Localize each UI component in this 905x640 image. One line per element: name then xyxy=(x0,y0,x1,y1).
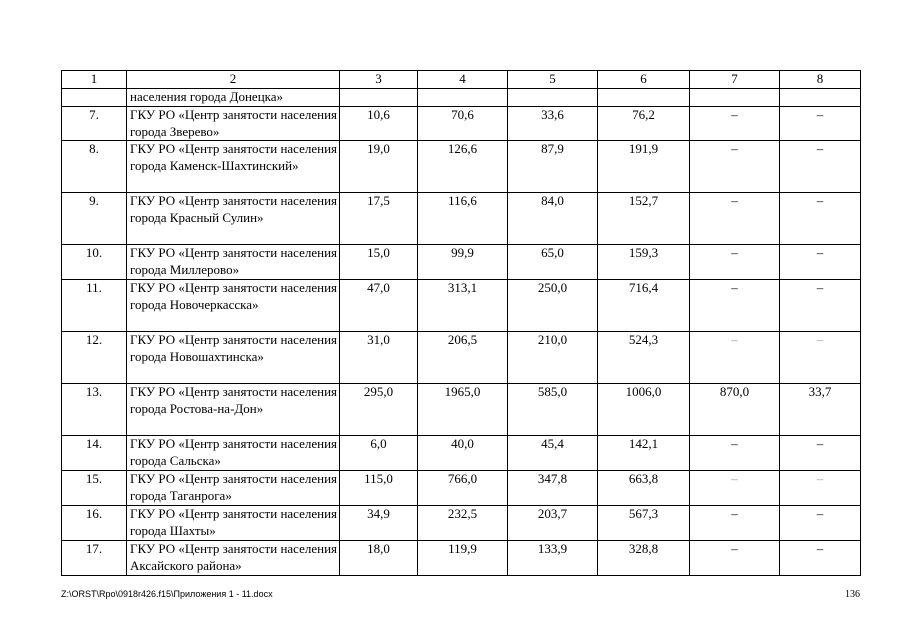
column-header: 7 xyxy=(690,71,780,89)
value-col8: – xyxy=(780,245,861,280)
value-col4: 40,0 xyxy=(418,436,508,471)
row-number: 14. xyxy=(62,436,127,471)
value-col8: – xyxy=(780,193,861,245)
table-row xyxy=(62,193,861,245)
value-col7: – xyxy=(690,332,780,384)
table-row xyxy=(62,471,861,506)
column-header: 8 xyxy=(780,71,861,89)
row-number: 15. xyxy=(62,471,127,506)
value-col7: – xyxy=(690,141,780,193)
row-number: 13. xyxy=(62,384,127,436)
footer-file-path: Z:\ORST\Rpo\0918r426.f15\Приложения 1 - 11.docx xyxy=(61,589,273,599)
value-col6: 524,3 xyxy=(598,332,690,384)
column-header: 1 xyxy=(62,71,127,89)
row-number: 10. xyxy=(62,245,127,280)
header-row xyxy=(62,71,861,89)
row-number: 8. xyxy=(62,141,127,193)
data-table xyxy=(61,70,861,576)
table-row xyxy=(62,541,861,576)
value-col6: 716,4 xyxy=(598,280,690,332)
value-col7: – xyxy=(690,506,780,541)
value-col4: 206,5 xyxy=(418,332,508,384)
row-number: 7. xyxy=(62,107,127,141)
value-col3: 47,0 xyxy=(340,280,418,332)
column-header: 5 xyxy=(508,71,598,89)
value-col6: 159,3 xyxy=(598,245,690,280)
value-col4: 313,1 xyxy=(418,280,508,332)
continuation-row xyxy=(62,89,861,107)
value-col5: 585,0 xyxy=(508,384,598,436)
value-col3: 10,6 xyxy=(340,107,418,141)
org-name: ГКУ РО «Центр занятости населения Аксайского района» xyxy=(127,541,340,576)
value-col8: – xyxy=(780,436,861,471)
value-col4: 232,5 xyxy=(418,506,508,541)
value-col6: 76,2 xyxy=(598,107,690,141)
value-col7: – xyxy=(690,541,780,576)
value-col7: – xyxy=(690,107,780,141)
value-col5: 203,7 xyxy=(508,506,598,541)
table-row xyxy=(62,506,861,541)
table-row xyxy=(62,332,861,384)
value-col3: 34,9 xyxy=(340,506,418,541)
value-col4: 1965,0 xyxy=(418,384,508,436)
value-col8: – xyxy=(780,280,861,332)
row-number: 9. xyxy=(62,193,127,245)
value-col4: 70,6 xyxy=(418,107,508,141)
org-name: ГКУ РО «Центр занятости населения города Новошахтинска» xyxy=(127,332,340,384)
page-number: 136 xyxy=(845,589,860,600)
value-col7: – xyxy=(690,245,780,280)
org-name: ГКУ РО «Центр занятости населения города Миллерово» xyxy=(127,245,340,280)
org-name: ГКУ РО «Центр занятости населения города Каменск-Шахтинский» xyxy=(127,141,340,193)
value-col5: 65,0 xyxy=(508,245,598,280)
row-number: 17. xyxy=(62,541,127,576)
column-header: 4 xyxy=(418,71,508,89)
value-col3: 6,0 xyxy=(340,436,418,471)
value-col6: 328,8 xyxy=(598,541,690,576)
value-col8: – xyxy=(780,506,861,541)
value-col5: 210,0 xyxy=(508,332,598,384)
value-col4: 99,9 xyxy=(418,245,508,280)
table-row xyxy=(62,141,861,193)
value-col6: 142,1 xyxy=(598,436,690,471)
value-col3: 115,0 xyxy=(340,471,418,506)
value-col6: 191,9 xyxy=(598,141,690,193)
value-col5: 87,9 xyxy=(508,141,598,193)
value-col7: 870,0 xyxy=(690,384,780,436)
value-col8: – xyxy=(780,471,861,506)
value-col3: 295,0 xyxy=(340,384,418,436)
value-col7: – xyxy=(690,436,780,471)
org-name: ГКУ РО «Центр занятости населения города Новочеркасска» xyxy=(127,280,340,332)
value-col8: – xyxy=(780,141,861,193)
value-col5: 347,8 xyxy=(508,471,598,506)
row-number: 16. xyxy=(62,506,127,541)
value-col5: 33,6 xyxy=(508,107,598,141)
row-number: 12. xyxy=(62,332,127,384)
value-col4: 116,6 xyxy=(418,193,508,245)
value-col8: – xyxy=(780,541,861,576)
value-col6: 663,8 xyxy=(598,471,690,506)
org-name: ГКУ РО «Центр занятости населения города Сальска» xyxy=(127,436,340,471)
value-col8: – xyxy=(780,107,861,141)
value-col8: 33,7 xyxy=(780,384,861,436)
table-row xyxy=(62,384,861,436)
value-col6: 1006,0 xyxy=(598,384,690,436)
value-col4: 119,9 xyxy=(418,541,508,576)
org-name: ГКУ РО «Центр занятости населения города Зверево» xyxy=(127,107,340,141)
org-name: ГКУ РО «Центр занятости населения города Красный Сулин» xyxy=(127,193,340,245)
value-col5: 133,9 xyxy=(508,541,598,576)
table-row xyxy=(62,436,861,471)
value-col6: 152,7 xyxy=(598,193,690,245)
column-header: 2 xyxy=(127,71,340,89)
table-row xyxy=(62,280,861,332)
value-col4: 126,6 xyxy=(418,141,508,193)
org-name: населения города Донецка» xyxy=(127,89,340,107)
table-row xyxy=(62,107,861,141)
value-col6: 567,3 xyxy=(598,506,690,541)
value-col3: 17,5 xyxy=(340,193,418,245)
column-header: 3 xyxy=(340,71,418,89)
column-header: 6 xyxy=(598,71,690,89)
org-name: ГКУ РО «Центр занятости населения города Таганрога» xyxy=(127,471,340,506)
value-col7: – xyxy=(690,471,780,506)
value-col3: 19,0 xyxy=(340,141,418,193)
value-col5: 250,0 xyxy=(508,280,598,332)
value-col3: 31,0 xyxy=(340,332,418,384)
table-row xyxy=(62,245,861,280)
value-col4: 766,0 xyxy=(418,471,508,506)
value-col7: – xyxy=(690,193,780,245)
value-col5: 84,0 xyxy=(508,193,598,245)
org-name: ГКУ РО «Центр занятости населения города Ростова-на-Дон» xyxy=(127,384,340,436)
value-col3: 15,0 xyxy=(340,245,418,280)
value-col7: – xyxy=(690,280,780,332)
value-col8: – xyxy=(780,332,861,384)
value-col5: 45,4 xyxy=(508,436,598,471)
row-number: 11. xyxy=(62,280,127,332)
value-col3: 18,0 xyxy=(340,541,418,576)
org-name: ГКУ РО «Центр занятости населения города Шахты» xyxy=(127,506,340,541)
